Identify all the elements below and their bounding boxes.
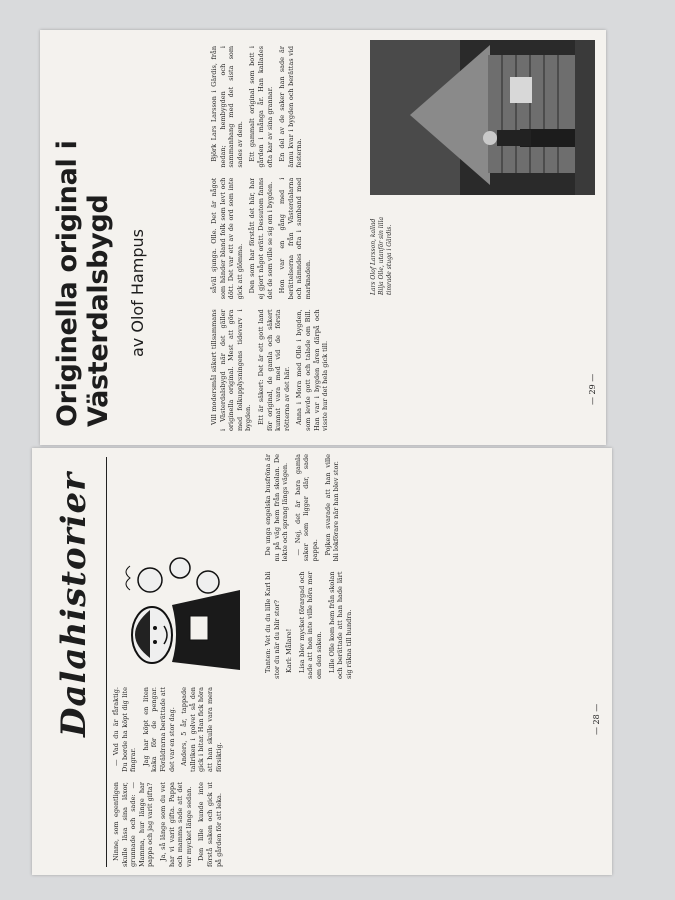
article-title: Originella original i Västerdalsbygd bbox=[52, 140, 114, 427]
stories-columns-right bbox=[264, 454, 597, 679]
paragraph: Vill modersmål säkert tillsammans i Västerdalsbygd när det gäller originella original. Mest att göra med folkupplysningens tidevarv i bygden. bbox=[210, 309, 253, 431]
paragraph: Lille Olle kom hem från skolan och berättade att han hade lärt sig räkna till hundra. bbox=[327, 571, 353, 679]
paragraph: Karl: Målare! bbox=[285, 628, 294, 673]
article-column-2 bbox=[210, 178, 590, 300]
stories-column-3 bbox=[264, 572, 597, 680]
article-header bbox=[52, 47, 147, 427]
paragraph: Ninne, som egentligen skulle läsa sina läxor, grunnade och sade: — Mamma, hur länge har pappa och jag varit gifta? bbox=[112, 782, 155, 867]
paragraph: Pojken svarade att han ville bli lokförare när han blev stor. bbox=[323, 454, 341, 562]
article-page-content bbox=[40, 30, 606, 445]
paragraph: Anna i Mora med Olle i bygden, som levde gott och talade om Bill. Han var i bygden åren därpå och visste hur det hela gick till. bbox=[295, 309, 330, 431]
paragraph: En del av de saker han sade är ännu kvar i bygden och berättas vid festerna. bbox=[278, 45, 304, 168]
paragraph: — Nej, det är bara gamla saker som ligger där, sade pappa. bbox=[293, 454, 319, 562]
page-number: — 28 — bbox=[592, 703, 601, 735]
article-page bbox=[40, 30, 606, 445]
paragraph: — Vad du är fåraktig. Du borde ha köpt dig lite fingrar. bbox=[112, 687, 138, 772]
masthead bbox=[46, 457, 107, 867]
paragraph: Ett gammalt original som bott i gården i många år. Han kallades ofta kar av sina grannar. bbox=[248, 45, 274, 168]
stories-page-content bbox=[32, 448, 612, 875]
paragraph: De unga engelska busfröna är nu på väg hem från skolan. De lekte och sprang längs vägen. bbox=[264, 454, 290, 562]
cartoon-illustration bbox=[110, 550, 258, 680]
paragraph: Hon var en gång med i berättelserna från Västerdalarna och nämndes ofta i samband med marknaden. bbox=[278, 177, 312, 300]
paragraph: såväl sjunga. Olle. Det är något som händer bland folk som levt och dött. Det var ett av de ord som inte gick att glömma. bbox=[210, 177, 244, 300]
paragraph: Den som har förstått det här, har ej gjort något orätt. Dessutom fanns det de som ville se sig om i bygden. bbox=[248, 177, 274, 300]
article-author: av Olof Hampus bbox=[128, 229, 147, 357]
masthead-title: Dalahistorier bbox=[54, 472, 94, 737]
paragraph: Ja, så länge som du vet har vi varit gifta. Pappa och mamma sade att det var mycket länge sedan. bbox=[158, 782, 193, 867]
photo-caption: Lars Olof Larsson, kallad Bilja Olle, utanför sin lilla timrade stuga i Gärdis. bbox=[370, 216, 393, 295]
paragraph: Jag har köpt en liten kaka för de pengar. Föräldrarna berättade att det var en stor dag. bbox=[141, 687, 176, 772]
stories-column-1 bbox=[112, 782, 597, 867]
paragraph: Ett är säkert: Det är ett gott land för original, de gamla och säkert kunnat vara med vid de första rötterna av det här. bbox=[256, 309, 291, 431]
paragraph: Anders, 5 år, tappade tallriken i golvet så den gick i bitar. Han fick höra att han skulle vara mera försiktig. bbox=[180, 687, 223, 772]
cabin-photo bbox=[370, 40, 595, 195]
article-column-1 bbox=[210, 309, 590, 431]
paragraph: Björk Lars Larsson i Gärdis, från nedan; hembygden och i sammanhang med det sista som sades av dem. bbox=[210, 45, 244, 168]
stories-column-4 bbox=[264, 454, 597, 562]
paragraph: Tanten: Vet du du lille Karl bli stor du när du blir stor? bbox=[264, 571, 281, 679]
magazine-spread bbox=[32, 30, 612, 875]
paragraph: Den lille kunde inte förstå saken och gick ut på gården för att leka. bbox=[197, 782, 223, 867]
stories-page bbox=[32, 448, 612, 875]
stories-columns-left bbox=[112, 687, 597, 867]
page-number: — 29 — bbox=[588, 373, 597, 405]
stories-column-2 bbox=[112, 687, 597, 772]
paragraph: Lisa blev mycket förargad och sade att hon inte ville höra mer om den saken. bbox=[297, 571, 323, 679]
